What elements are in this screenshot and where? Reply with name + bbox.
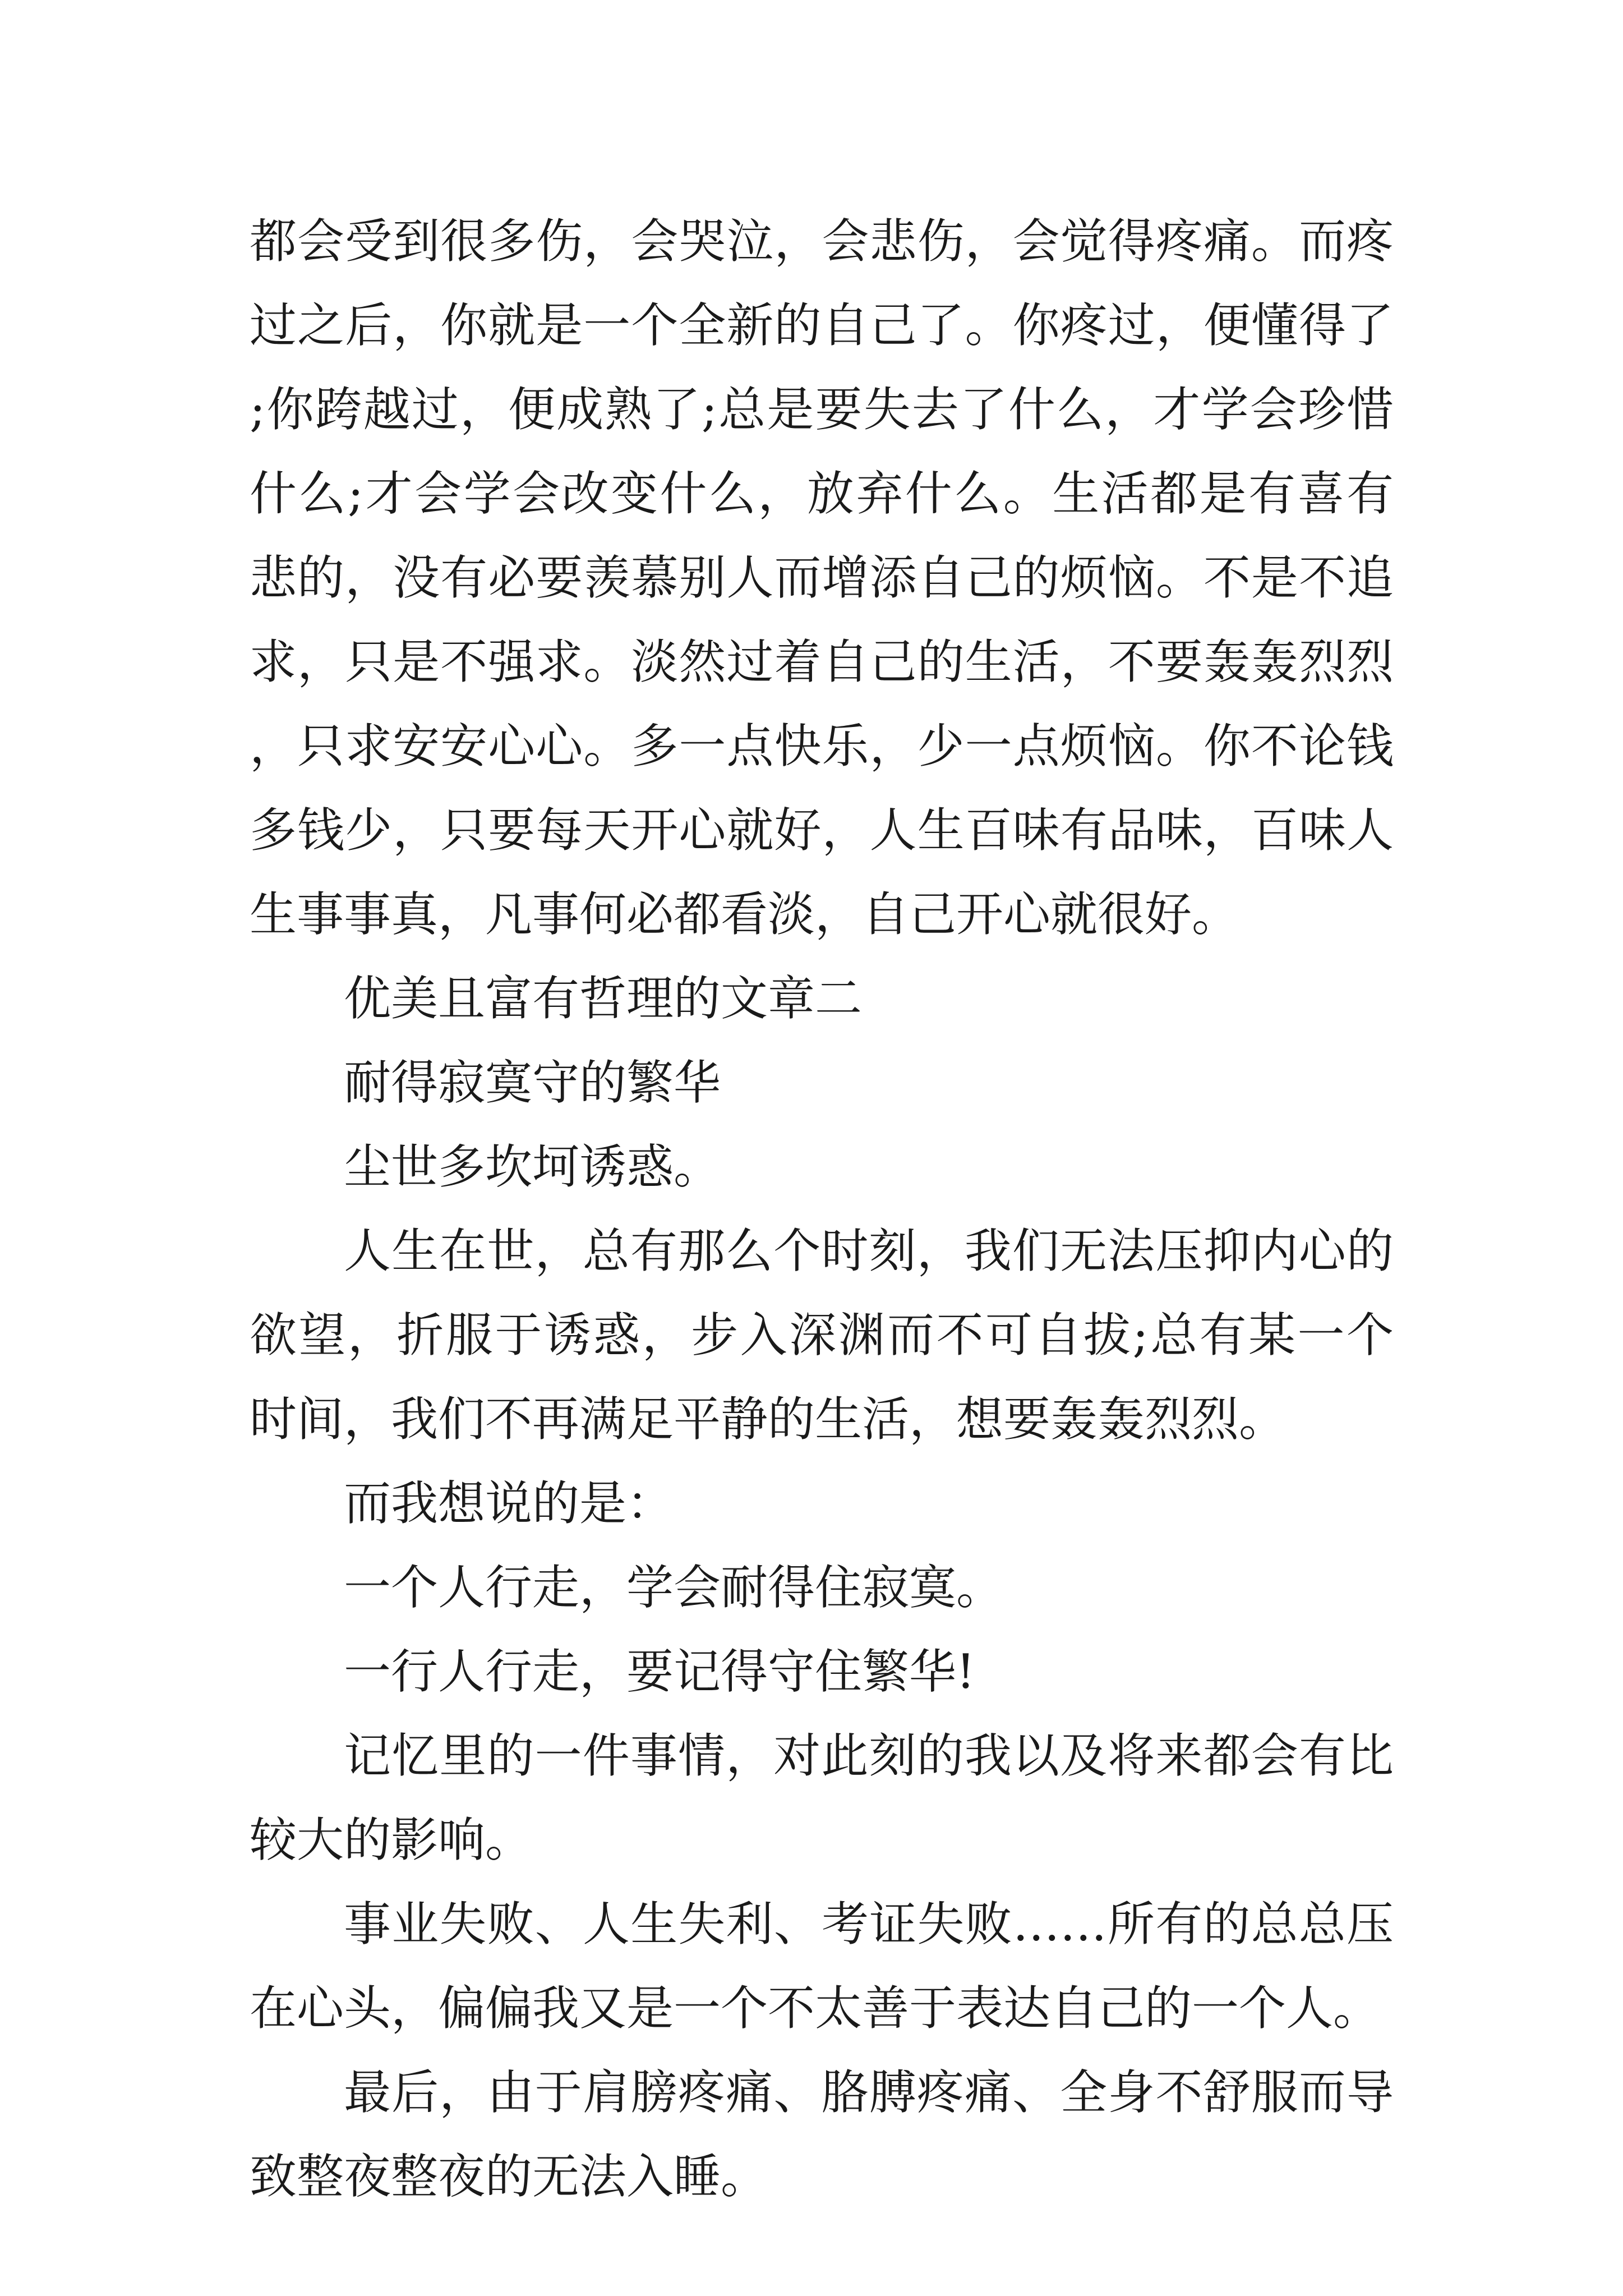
paragraph: 事业失败、人生失利、考证失败……所有的总总压在心头，偏偏我又是一个不太善于表达自己的一个人。 (250, 1897, 1394, 2036)
paragraph: 尘世多坎坷诱惑。 (344, 1139, 721, 1194)
paragraph: 记忆里的一件事情，对此刻的我以及将来都会有比较大的影响。 (250, 1728, 1394, 1867)
article-title: 耐得寂寞守的繁华 (344, 1055, 721, 1110)
paragraph: 人生在世，总有那么个时刻，我们无法压抑内心的欲望，折服于诱惑，步入深渊而不可自拔;总有某一个时间，我们不再满足平静的生活，想要轰轰烈烈。 (250, 1223, 1394, 1447)
section-title: 优美且富有哲理的文章二 (344, 971, 863, 1026)
paragraph: 都会受到很多伤，会哭泣，会悲伤，会觉得疼痛。而疼过之后，你就是一个全新的自己了。你疼过，便懂得了;你跨越过，便成熟了;总是要失去了什么，才学会珍惜什么;才会学会改变什么，放弃什么。生活都是有喜有悲的，没有必要羡慕别人而增添自己的烦恼。不是不追求，只是不强求。淡然过着自己的生活，不要轰轰烈烈，只求安安心心。多一点快乐，少一点烦恼。你不论钱多钱少，只要每天开心就好，人生百味有品味，百味人生事事真，凡事何必都看淡，自己开心就很好。 (250, 214, 1394, 942)
paragraph: 一行人行走，要记得守住繁华! (344, 1644, 975, 1699)
paragraph: 最后，由于肩膀疼痛、胳膊疼痛、全身不舒服而导致整夜整夜的无法入睡。 (250, 2065, 1394, 2204)
paragraph: 一个人行走，学会耐得住寂寞。 (344, 1560, 1004, 1615)
text-body (250, 199, 1394, 2219)
paragraph: 而我想说的是： (344, 1476, 674, 1531)
